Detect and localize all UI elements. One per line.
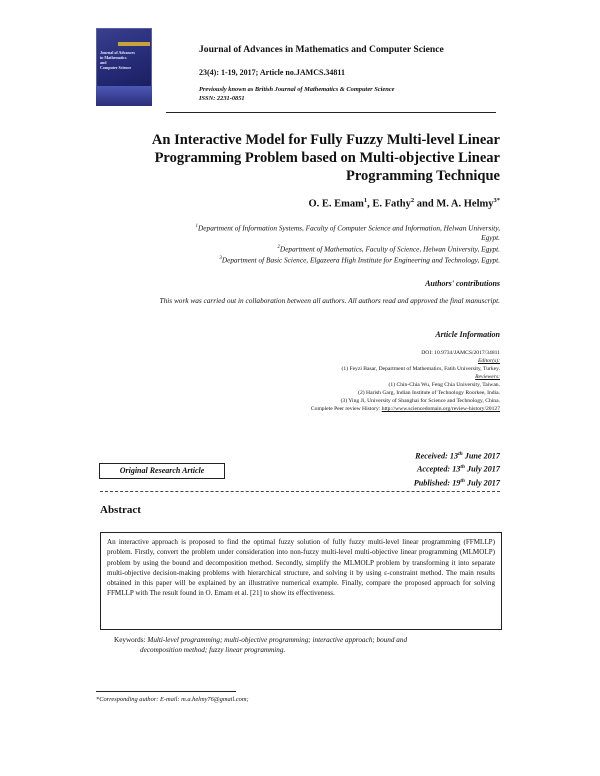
- journal-cover-image: [96, 28, 152, 106]
- article-info-block: [200, 349, 500, 413]
- review-history: Complete Peer review History: http://www.sciencedomain.org/review-history/20127: [310, 406, 500, 413]
- reviewers-label: Reviewers:: [475, 374, 500, 381]
- issn: ISSN: 2231-0851: [199, 95, 245, 102]
- author-name: O. E. Emam: [308, 198, 364, 210]
- reviewer: (1) Chin-Chia Wu, Feng Chia University, Taiwan.: [388, 382, 500, 389]
- affiliation: $^3$Department of Basic Science, Elgazeera High Institute for Engineering and Technology, Egypt.: [219, 255, 500, 265]
- article-info-heading: Article Information: [435, 330, 500, 339]
- abstract-heading: Abstract: [100, 504, 141, 516]
- author-list: O. E. Emam$^1$, E. Fathy$^2$ and M. A. Helmy$^{3*}$: [308, 197, 500, 210]
- cover-band: [96, 86, 152, 106]
- accepted-date: Accepted: 13th July 2017: [416, 464, 500, 475]
- abstract-text: An interactive approach is proposed to find the optimal fuzzy solution of fully fuzzy multi-level linear programming (FFMLLP) problem. Firstly, convert the problem under consideration into non-fuzzy multi-level multi-objective linear programming (MLMOLP) problem by using the bound and decomposition method. Secondly, simplify the MLMOLP problem by transforming it into separate multi-objective decision-making problems with hierarchical structure, and solving it by using ε-constraint method. The main results obtained in this paper will be explained by an illustrative numerical example. Finally, compare the proposed approach for solving FFMLLP with The result found in O. Emam et al. [21] to show its effectiveness.: [100, 532, 502, 630]
- journal-name: Journal of Advances in Mathematics and Computer Science: [199, 44, 444, 55]
- corresponding-author-footnote: *Corresponding author: E-mail: m.a.helmy76@gmail.com;: [96, 696, 249, 703]
- section-divider: [100, 491, 500, 492]
- keywords: Keywords: Multi-level programming; multi-objective programming; interactive approach; bound and decomposition method; fuzzy linear programming.: [114, 636, 408, 655]
- affiliations: [100, 222, 500, 265]
- doi: DOI: 10.9734/JAMCS/2017/34811: [421, 350, 500, 356]
- publication-dates: [300, 449, 500, 489]
- affiliation: $^2$Department of Mathematics, Faculty of Science, Helwan University, Egypt.: [277, 244, 500, 254]
- editors-label: Editor(s):: [477, 358, 500, 365]
- editor: (1) Feyzi Basar, Department of Mathematics, Fatih University, Turkey.: [341, 366, 500, 373]
- article-type-badge: Original Research Article: [99, 463, 225, 479]
- cover-title: Journal of Advances in Mathematics and Computer Science: [100, 50, 135, 70]
- received-date: Received: 13th June 2017: [415, 451, 500, 461]
- previously-known: Previously known as British Journal of Mathematics & Computer Science ISSN: 2231-0851: [199, 86, 395, 102]
- footnote-rule: [96, 691, 236, 692]
- author-name: E. Fathy: [372, 198, 411, 210]
- review-history-link[interactable]: http://www.sciencedomain.org/review-history/20127: [381, 406, 500, 413]
- header-rule: [166, 112, 496, 113]
- affiliation-continued: Egypt.: [481, 233, 500, 243]
- issue-line: 23(4): 1-19, 2017; Article no.JAMCS.34811: [199, 68, 345, 77]
- contributions-text: This work was carried out in collaboration between all authors. All authors read and approved the final manuscript.: [159, 296, 500, 305]
- author-name: M. A. Helmy: [436, 198, 494, 210]
- published-date: Published: 19th July 2017: [413, 477, 500, 488]
- paper-title: An Interactive Model for Fully Fuzzy Multi-level Linear Programming Problem based on Multi-objective Linear Programming Technique: [151, 132, 500, 184]
- cover-stripe: [118, 42, 150, 46]
- contributions-heading: Authors' contributions: [425, 279, 500, 288]
- reviewer: (3) Ying Ji, University of Shanghai for Science and Technology, China.: [340, 398, 500, 405]
- keywords-label: Keywords:: [114, 636, 146, 644]
- reviewer: (2) Harish Garg, Indian Institute of Technology Roorkee, India.: [358, 390, 500, 397]
- affiliation: $^1$Department of Information Systems, Faculty of Computer Science and Information, Helwan University,: [195, 223, 500, 233]
